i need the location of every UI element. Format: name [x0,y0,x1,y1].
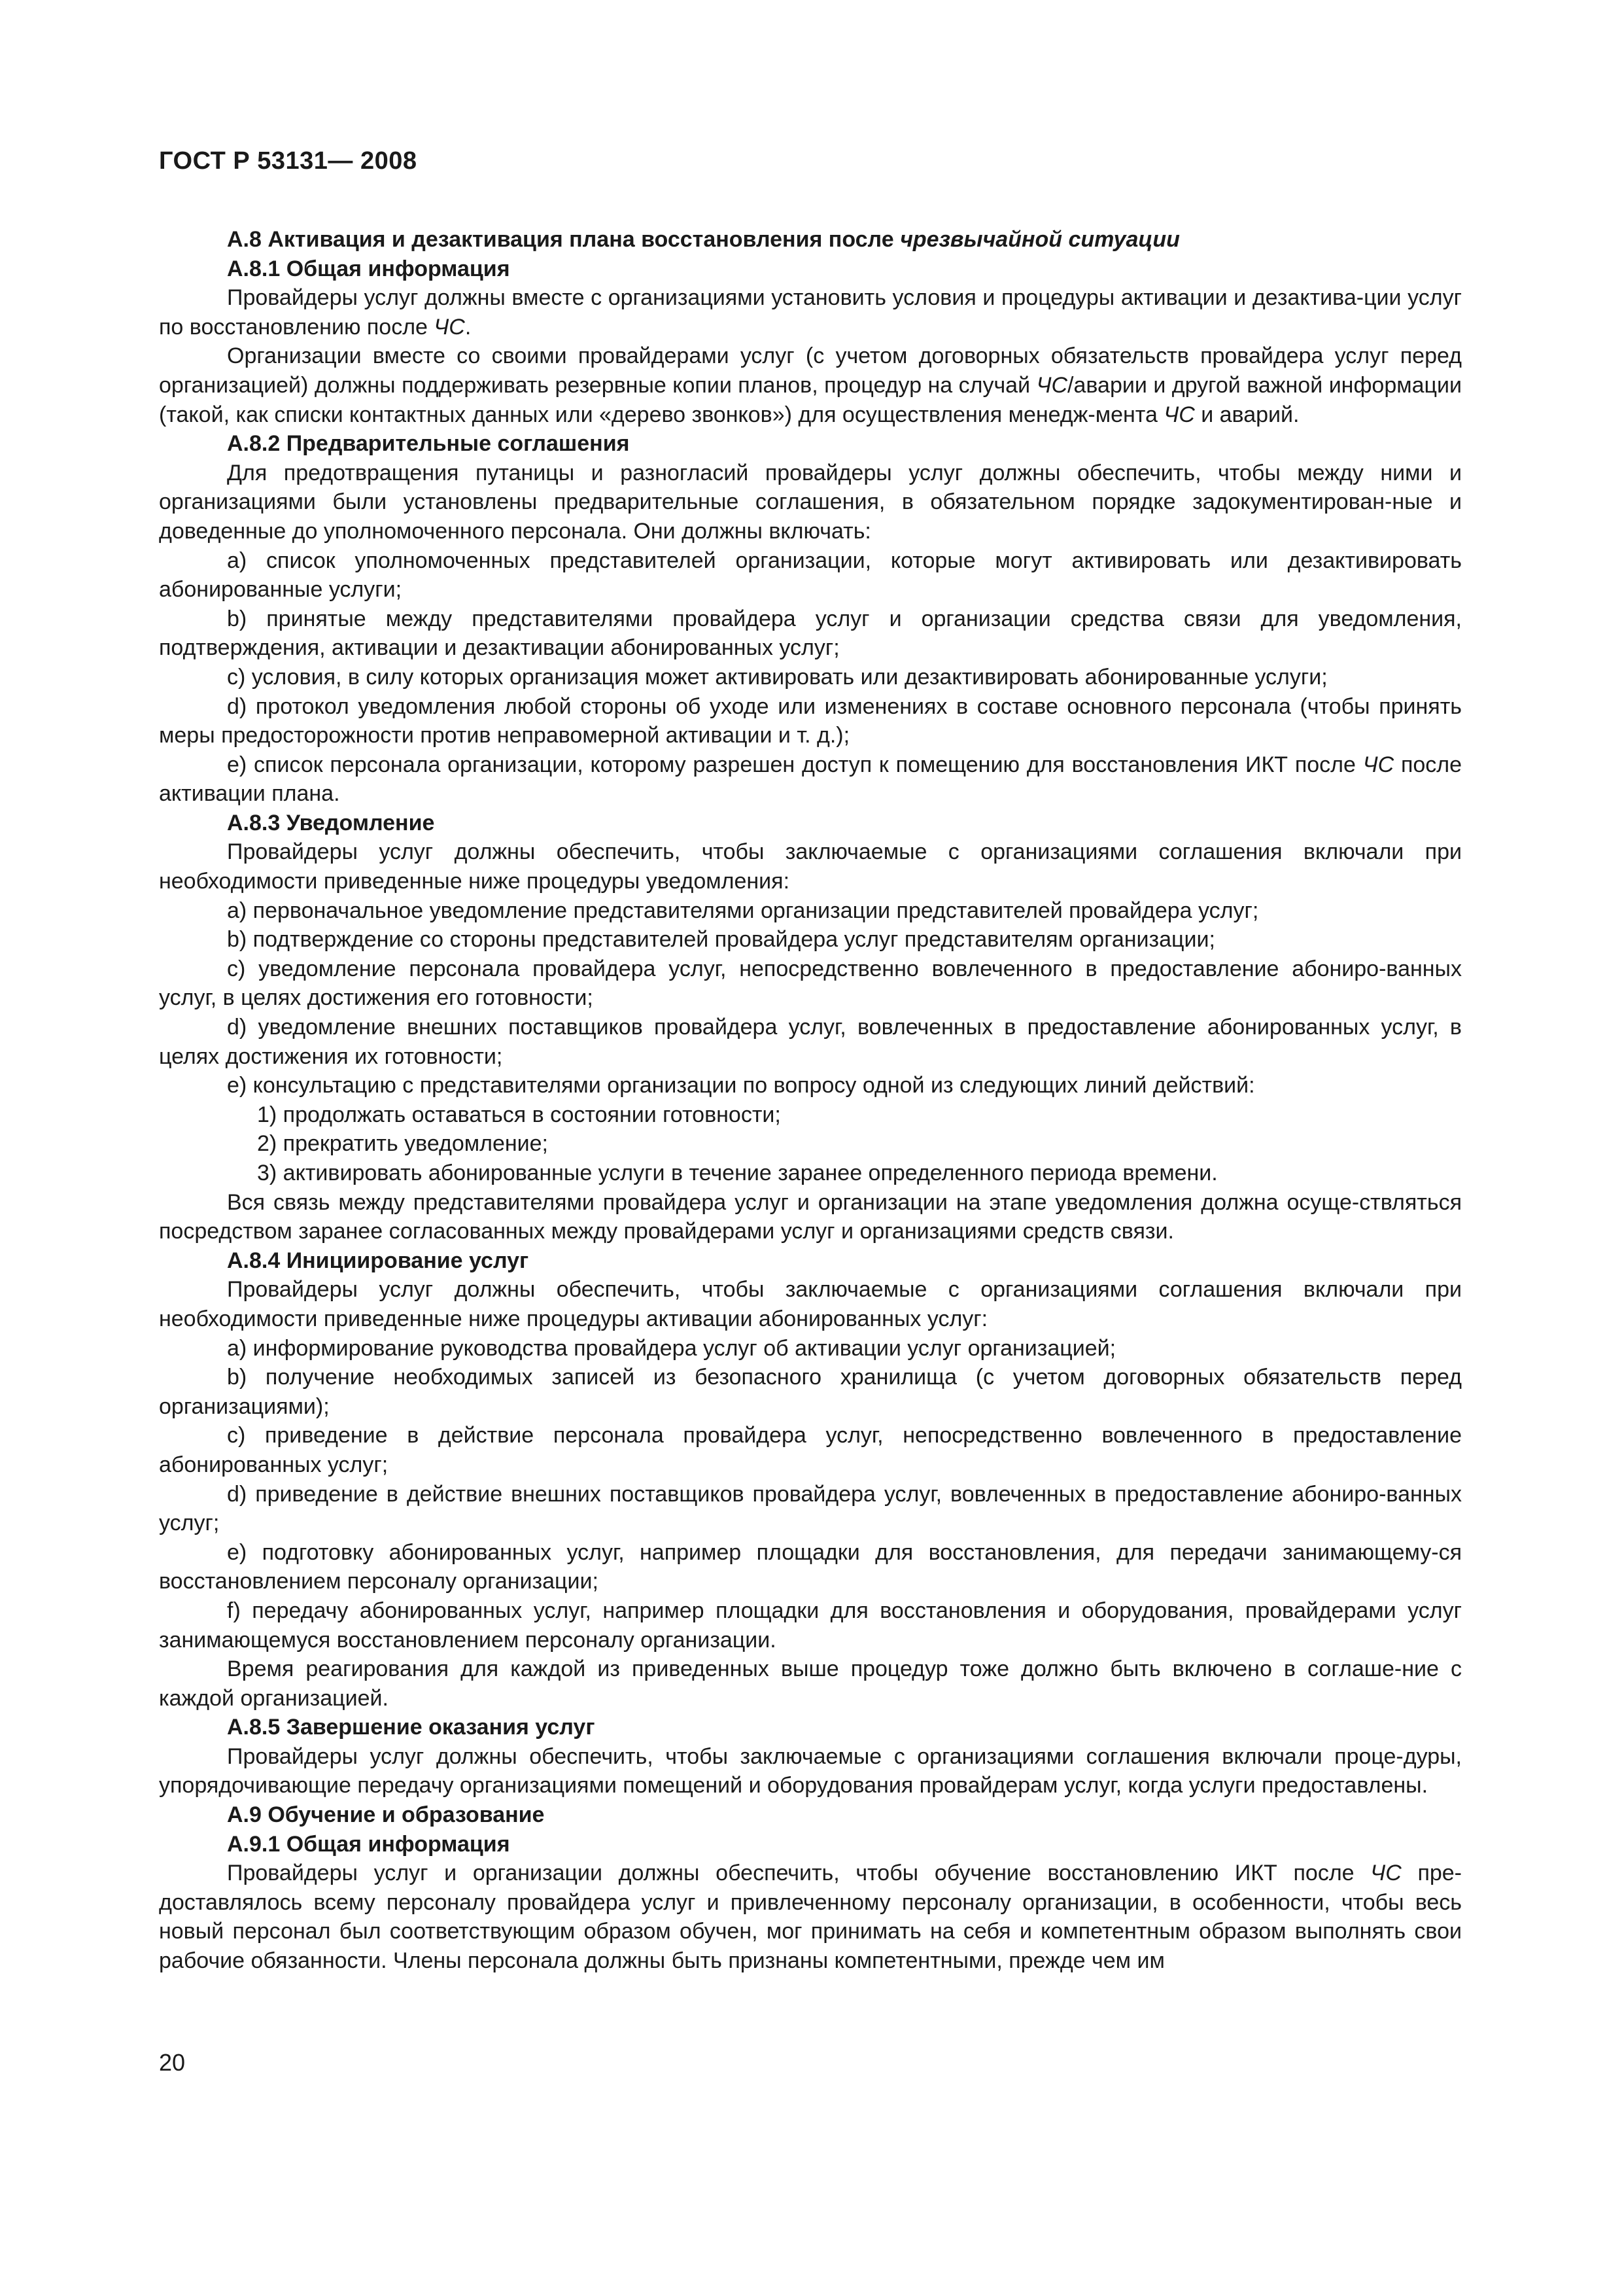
paragraph: a) первоначальное уведомление представителями организации представителей провайдера услуг; [227,898,1259,923]
paragraph: e) консультацию с представителями организации по вопросу одной из следующих линий действий: [227,1073,1255,1098]
section-heading: А.8.4 Инициирование услуг [227,1248,529,1273]
paragraph: Провайдеры услуг должны обеспечить, чтобы заключаемые с организациями соглашения включали проце-дуры, упорядочивающие передачу организациями помещений и оборудования провайдерам услуг, когда услуги предоставлены. [159,1743,1462,1798]
section-heading: А.8.3 Уведомление [227,810,435,835]
paragraph: c) условия, в силу которых организация может активировать или дезактивировать абонированные услуги; [227,664,1328,690]
paragraph: d) протокол уведомления любой стороны об уходе или изменениях в составе основного персонала (чтобы принять меры предосторожности против неправомерной активации и т. д.); [159,693,1462,748]
paragraph: b) принятые между представителями провайдера услуг и организации средства связи для уведомления, подтверждения, активации и дезактивации абонированных услуг; [159,606,1462,661]
paragraph: Вся связь между представителями провайдера услуг и организации на этапе уведомления должна осуще-ствляться посредством заранее согласованных между провайдерами услуг и организациями средств связи. [159,1189,1462,1244]
section-heading: А.8.2 Предварительные соглашения [227,431,630,457]
paragraph: Для предотвращения путаницы и разногласий провайдеры услуг должны обеспечить, чтобы между ними и организациями были установлены предварительные соглашения, в обязательном порядке задокументирован-ные и доведенные до уполномоченного персонала. Они должны включать: [159,460,1462,544]
paragraph: Время реагирования для каждой из приведенных выше процедур тоже должно быть включено в соглаше-ние с каждой организацией. [159,1656,1462,1711]
paragraph: a) список уполномоченных представителей организации, которые могут активировать или дезактивировать абонированные услуги; [159,548,1462,603]
document-body [159,225,1462,1976]
paragraph: c) уведомление персонала провайдера услуг, непосредственно вовлеченного в предоставление абониро-ванных услуг, в целях достижения его готовности; [159,956,1462,1011]
paragraph: f) передачу абонированных услуг, например площадки для восстановления и оборудования, провайдерами услуг занимающемуся восстановлением персоналу организации. [159,1598,1462,1653]
section-heading: А.9.1 Общая информация [227,1831,510,1857]
paragraph: Провайдеры услуг должны обеспечить, чтобы заключаемые с организациями соглашения включали при необходимости приведенные ниже процедуры уведомления: [159,839,1462,894]
paragraph: b) получение необходимых записей из безопасного хранилища (с учетом договорных обязательств перед организациями); [159,1365,1462,1419]
paragraph: c) приведение в действие персонала провайдера услуг, непосредственно вовлеченного в предоставление абонированных услуг; [159,1423,1462,1477]
paragraph: b) подтверждение со стороны представителей провайдера услуг представителям организации; [227,927,1215,953]
paragraph: e) список персонала организации, которому разрешен доступ к помещению для восстановления ИКТ после ЧС после активации плана. [159,752,1462,807]
page-number: 20 [159,2049,186,2076]
paragraph: d) приведение в действие внешних поставщиков провайдера услуг, вовлеченных в предоставление абониро-ванных услуг; [159,1481,1462,1536]
document-header: ГОСТ Р 53131— 2008 [159,147,417,175]
paragraph: d) уведомление внешних поставщиков провайдера услуг, вовлеченных в предоставление абонированных услуг, в целях достижения их готовности; [159,1015,1462,1069]
sub-list-item: 2) прекратить уведомление; [257,1131,548,1157]
sub-list-item: 3) активировать абонированные услуги в течение заранее определенного периода времени. [257,1161,1218,1185]
section-heading: А.8.1 Общая информация [227,256,510,281]
paragraph: e) подготовку абонированных услуг, например площадки для восстановления, для передачи занимающему-ся восстановлением персоналу организации; [159,1539,1462,1594]
paragraph: Организации вместе со своими провайдерами услуг (с учетом договорных обязательств провайдера услуг перед организацией) должны поддерживать резервные копии планов, процедур на случай ЧС/аварии и другой важной информации (такой, как списки контактных данных или «дерево звонков») для осуществления менедж-мента ЧС и аварий. [159,343,1462,427]
section-heading: А.8.5 Завершение оказания услуг [227,1715,595,1740]
paragraph: Провайдеры услуг должны вместе с организациями установить условия и процедуры активации и дезактива-ции услуг по восстановлению после ЧС. [159,285,1462,340]
sub-list-item: 1) продолжать оставаться в состоянии готовности; [257,1102,781,1127]
paragraph: Провайдеры услуг должны обеспечить, чтобы заключаемые с организациями соглашения включали при необходимости приведенные ниже процедуры активации абонированных услуг: [159,1277,1462,1331]
section-heading: А.8 Активация и дезактивация плана восстановления после чрезвычайной ситуации [227,227,1180,252]
paragraph: Провайдеры услуг и организации должны обеспечить, чтобы обучение восстановлению ИКТ после ЧС пре-доставлялось всему персоналу провайдера услуг и привлеченному персоналу организации, в особенности, чтобы весь новый персонал был соответствующим образом обучен, мог принимать на себя и компетентным образом выполнять свои рабочие обязанности. Члены персонала должны быть признаны компетентными, прежде чем им [159,1861,1462,1974]
section-heading: А.9 Обучение и образование [227,1802,545,1828]
paragraph: a) информирование руководства провайдера услуг об активации услуг организацией; [227,1335,1116,1361]
